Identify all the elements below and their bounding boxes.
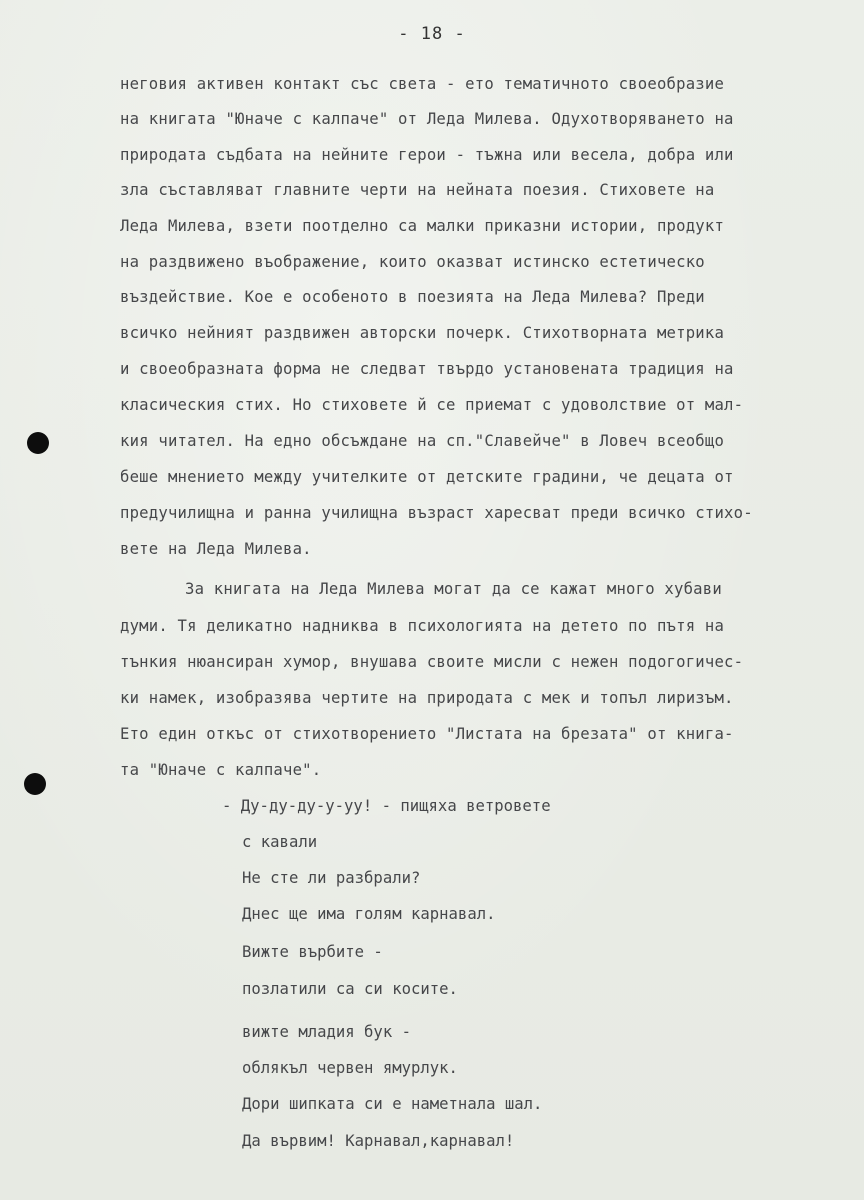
text-line: всичко нейният раздвижен авторски почерк. Стихотворната метрика: [120, 324, 725, 342]
text-line: беше мнението между учителките от детските градини, че децата от: [120, 468, 734, 486]
text-line: природата съдбата на нейните герои - тъжна или весела, добра или: [120, 146, 734, 164]
text-line: Ето един откъс от стихотворението "Листата на брезата" от книга-: [120, 725, 734, 743]
page-number: - 18 -: [398, 24, 466, 44]
text-line: неговия активен контакт със света - ето тематичното своеобразие: [120, 75, 725, 93]
text-line: предучилищна и ранна училищна възраст харесват преди всичко стихо-: [120, 504, 753, 522]
poem-line: облякъл червен ямурлук.: [242, 1059, 458, 1077]
text-line: зла съставляват главните черти на нейната поезия. Стиховете на: [120, 181, 715, 199]
text-line: та "Юначе с калпаче".: [120, 761, 322, 779]
poem-line: - Ду-ду-ду-у-уу! - пищяха ветровете: [222, 797, 551, 815]
text-line: и своеобразната форма не следват твърдо установената традиция на: [120, 360, 734, 378]
poem-line: Дори шипката си е наметнала шал.: [242, 1095, 543, 1113]
text-line: на книгата "Юначе с калпаче" от Леда Милева. Одухотворяването на: [120, 110, 734, 128]
poem-line: Не сте ли разбрали?: [242, 869, 421, 887]
poem-line: Вижте върбите -: [242, 943, 383, 961]
text-line: въздействие. Кое е особеното в поезията на Леда Милева? Преди: [120, 288, 705, 306]
poem-line: с кавали: [242, 833, 318, 851]
text-line: на раздвижено въображение, които оказват истинско естетическо: [120, 253, 705, 271]
punch-hole: [27, 432, 49, 454]
text-line: За книгата на Леда Милева могат да се кажат много хубави: [185, 580, 722, 598]
text-line: ки намек, изобразява чертите на природата с мек и топъл лиризъм.: [120, 689, 734, 707]
poem-line: Днес ще има голям карнавал.: [242, 905, 496, 923]
text-line: кия читател. На едно обсъждане на сп."Славейче" в Ловеч всеобщо: [120, 432, 725, 450]
text-line: думи. Тя деликатно надниква в психологията на детето по пътя на: [120, 617, 725, 635]
punch-hole: [24, 773, 46, 795]
text-line: тънкия нюансиран хумор, внушава своите мисли с нежен подогогичес-: [120, 653, 744, 671]
poem-line: позлатили са си косите.: [242, 980, 458, 998]
text-line: вете на Леда Милева.: [120, 540, 312, 558]
text-line: Леда Милева, взети поотделно са малки приказни истории, продукт: [120, 217, 725, 235]
poem-line: вижте младия бук -: [242, 1023, 411, 1041]
text-line: класическия стих. Но стиховете й се приемат с удоволствие от мал-: [120, 396, 744, 414]
poem-line: Да вървим! Карнавал,карнавал!: [242, 1132, 515, 1150]
